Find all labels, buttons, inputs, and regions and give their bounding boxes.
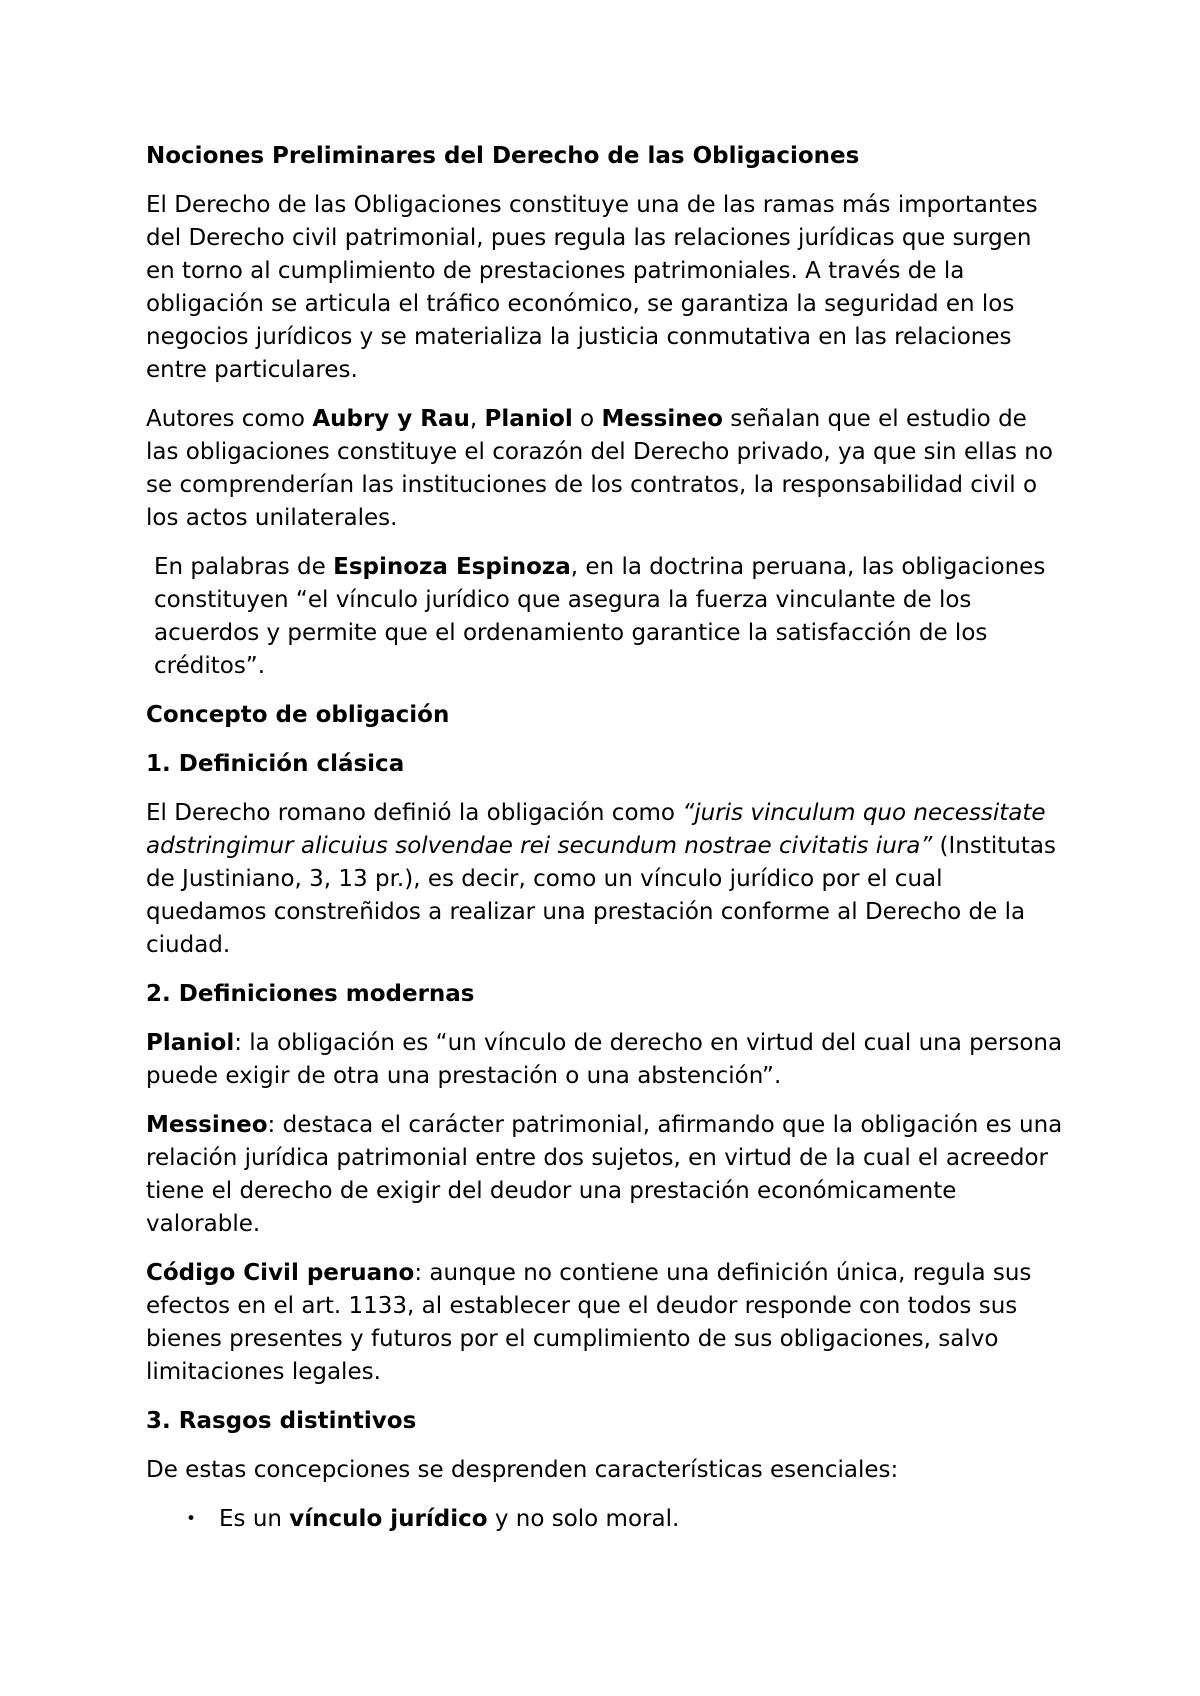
espinoza-paragraph <box>146 551 1066 683</box>
characteristics-list <box>146 1503 1066 1536</box>
text-run: , en la doctrina peruana, las obligaciones constituyen “el vínculo jurídico que asegura la fuerza vinculante de los acuerdos y permite que el ordenamiento garantice la satisfacción de los créditos”. <box>154 554 1046 679</box>
bold-term: vínculo jurídico <box>289 1506 488 1532</box>
text-run: En palabras de <box>154 554 334 580</box>
text-run: Es un <box>219 1506 290 1532</box>
definition-term: Código Civil peruano <box>146 1260 415 1286</box>
text-run: , <box>469 406 485 432</box>
definition-messineo <box>146 1109 1066 1241</box>
definition-text: : destaca el carácter patrimonial, afirmando que la obligación es una relación jurídica patrimonial entre dos sujetos, en virtud de la cual el acreedor tiene el derecho de exigir del deudor una prestación económicamente valorable. <box>146 1112 1063 1237</box>
author-planiol: Planiol <box>484 406 573 432</box>
concept-heading: Concepto de obligación <box>146 702 450 728</box>
text-run: (Institutas de Justiniano, 3, 13 pr.), es decir, como un vínculo jurídico por el cual quedamos constreñidos a realizar una prestación conforme al Derecho de la ciudad. <box>146 833 1056 958</box>
document-page <box>146 140 1066 1536</box>
text-run: o <box>572 406 602 432</box>
definition-planiol <box>146 1027 1066 1093</box>
document-title: Nociones Preliminares del Derecho de las Obligaciones <box>146 143 860 169</box>
section3-heading: 3. Rasgos distintivos <box>146 1408 417 1434</box>
section3-intro: De estas concepciones se desprenden características esenciales: <box>146 1457 899 1483</box>
section1-paragraph <box>146 797 1066 962</box>
text-run: Autores como <box>146 406 313 432</box>
definition-codigo-civil <box>146 1257 1066 1389</box>
author-aubry-rau: Aubry y Rau <box>312 406 470 432</box>
text-run: El Derecho romano definió la obligación como <box>146 800 683 826</box>
latin-quote: “juris vinculum quo necessitate adstringimur alicuius solvendae rei secundum nostrae civitatis iura” <box>146 800 1046 859</box>
definition-term: Messineo <box>146 1112 268 1138</box>
authors-paragraph <box>146 403 1066 535</box>
list-item <box>146 1503 1066 1536</box>
text-run: y no solo moral. <box>487 1506 680 1532</box>
section2-heading: 2. Definiciones modernas <box>146 981 475 1007</box>
author-espinoza: Espinoza Espinoza <box>333 554 571 580</box>
intro-paragraph: El Derecho de las Obligaciones constituye una de las ramas más importantes del Derecho civil patrimonial, pues regula las relaciones jurídicas que surgen en torno al cumplimiento de prestaciones patrimoniales. A través de la obligación se articula el tráfico económico, se garantiza la seguridad en los negocios jurídicos y se materializa la justicia conmutativa en las relaciones entre particulares. <box>146 192 1038 383</box>
definition-term: Planiol <box>146 1030 235 1056</box>
text-run: señalan que el estudio de las obligaciones constituye el corazón del Derecho privado, ya que sin ellas no se comprenderían las instituciones de los contratos, la responsabilidad civil o los actos unilaterales. <box>146 406 1053 531</box>
section1-heading: 1. Definición clásica <box>146 751 405 777</box>
definition-text: : aunque no contiene una definición única, regula sus efectos en el art. 1133, al establecer que el deudor responde con todos sus bienes presentes y futuros por el cumplimiento de sus obligaciones, salvo limitaciones legales. <box>146 1260 1032 1385</box>
definition-text: : la obligación es “un vínculo de derecho en virtud del cual una persona puede exigir de otra una prestación o una abstención”. <box>146 1030 1063 1089</box>
author-messineo: Messineo <box>601 406 723 432</box>
bullet-icon: • <box>186 1509 197 1529</box>
